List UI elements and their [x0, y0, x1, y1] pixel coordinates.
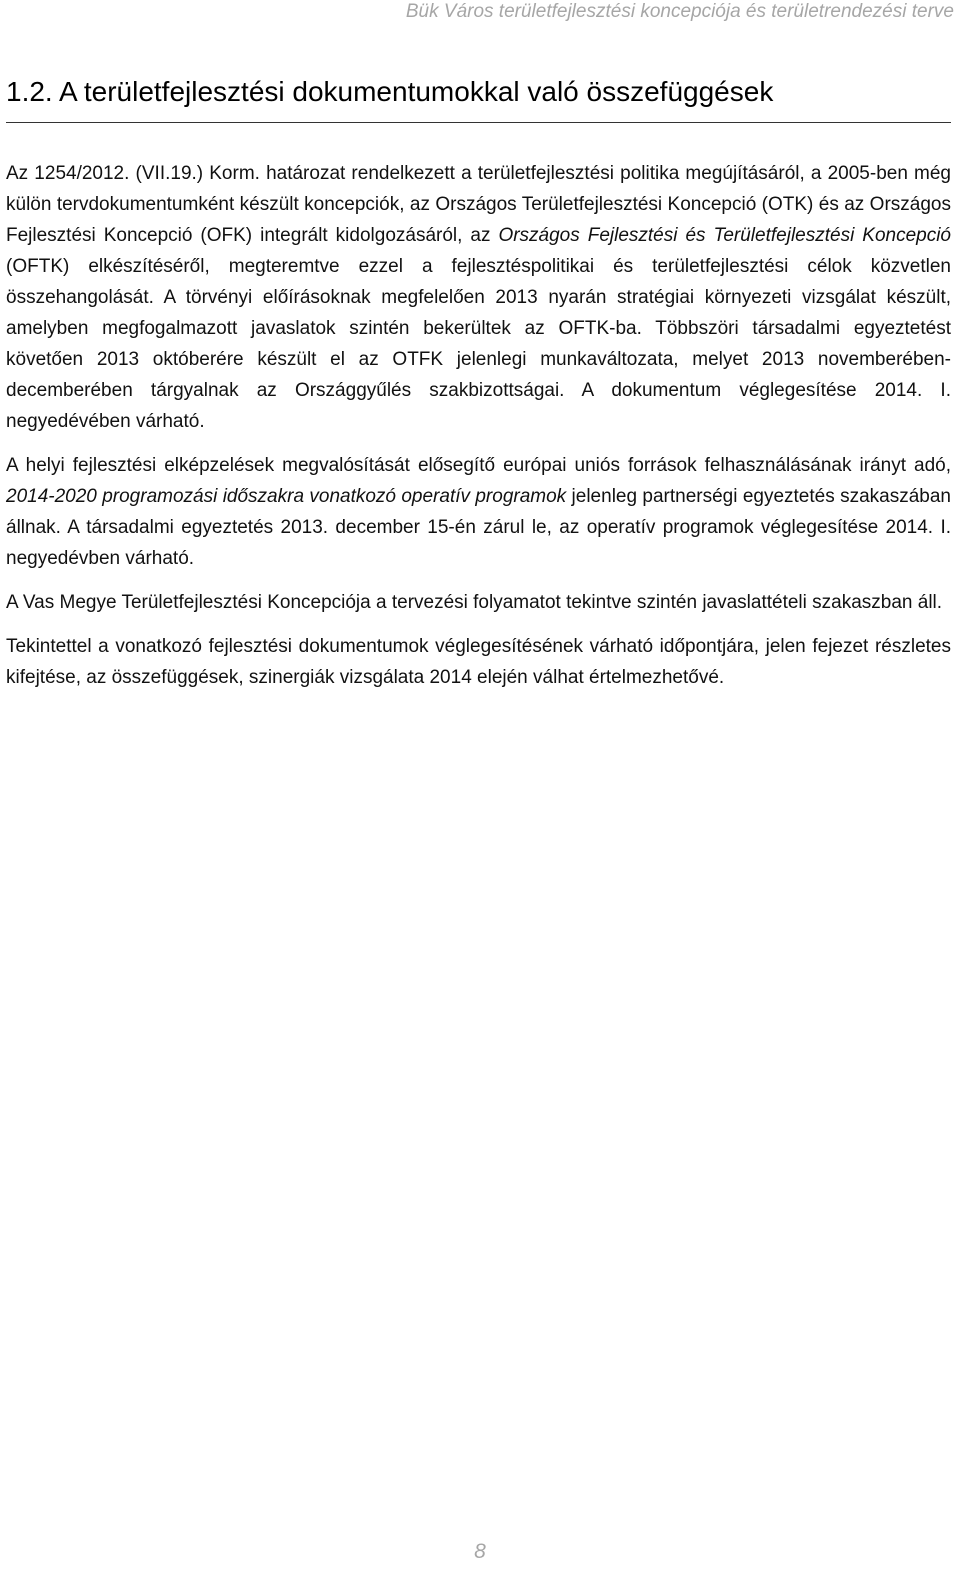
paragraph-text: A helyi fejlesztési elképzelések megvalósítását elősegítő európai uniós források felhasználásának irányt adó, [6, 455, 951, 476]
page-number: 8 [474, 1540, 486, 1563]
paragraph-vas-county [6, 587, 951, 618]
section-title: 1.2. A területfejlesztési dokumentumokkal való összefüggések [6, 72, 951, 123]
paragraph-oftk [6, 158, 951, 437]
running-header: Bük Város területfejlesztési koncepciója és területrendezési terve [405, 1, 954, 22]
paragraph-eu-funds [6, 450, 951, 574]
paragraph-text: Az 1254/2012. (VII.19.) Korm. határozat rendelkezett a területfejlesztési politika megújításáról, a 2005-ben még külön tervdokumentumként készült koncepciók, az Országos Területfejlesztési Koncepció (OTK) és az Országos Fejlesztési Koncepció (OFK) integrált kidolgozásáról, az [6, 163, 951, 246]
paragraph-text: A Vas Megye Területfejlesztési Koncepciója a tervezési folyamatot tekintve szintén javaslattételi szakaszban áll. [6, 592, 943, 613]
paragraph-italic-text: 2014-2020 programozási időszakra vonatkozó operatív programok [6, 486, 567, 507]
paragraph-conclusion [6, 631, 951, 693]
paragraph-text: (OFTK) elkészítéséről, megteremtve ezzel a fejlesztéspolitikai és területfejlesztési célok közvetlen összehangolását. A törvényi előírásoknak megfelelően 2013 nyarán stratégiai környezeti vizsgálat készült, amelyben megfogalmazott javaslatok szintén bekerültek az OFTK-ba. Többszöri társadalmi egyeztetést követően 2013 októberére készült el az OTFK jelenlegi munkaváltozata, melyet 2013 novemberében-decemberében tárgyalnak az Országgyűlés szakbizottságai. A dokumentum véglegesítése 2014. I. negyedévében várható. [6, 256, 951, 432]
paragraph-text: jelenleg partnerségi egyeztetés szakaszában állnak. A társadalmi egyeztetés 2013. december 15-én zárul le, az operatív programok véglegesítése 2014. I. negyedévben várható. [6, 486, 951, 569]
body-content [6, 158, 951, 706]
paragraph-italic-text: Országos Fejlesztési és Területfejlesztési Koncepció [498, 225, 951, 246]
paragraph-text: Tekintettel a vonatkozó fejlesztési dokumentumok véglegesítésének várható időpontjára, jelen fejezet részletes kifejtése, az összefüggések, szinergiák vizsgálata 2014 elején válhat értelmezhetővé. [6, 636, 951, 688]
